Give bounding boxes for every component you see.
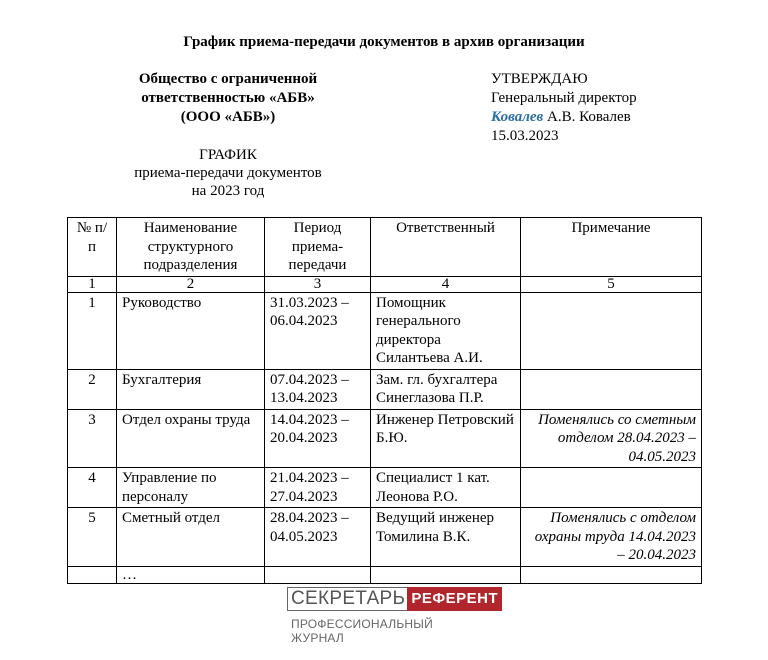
- table-row: [68, 566, 702, 583]
- row-responsible: Зам. гл. бухгалтера Синеглазова П.Р.: [371, 369, 521, 409]
- column-number: 5: [521, 276, 702, 292]
- document-title: График приема-передачи документов в архив организации: [183, 34, 585, 50]
- row-responsible: Помощник генерального директора Силантьева А.И.: [371, 292, 521, 369]
- table-row: [68, 369, 702, 409]
- row-responsible: Ведущий инженер Томилина В.К.: [371, 508, 521, 567]
- row-note: [521, 292, 702, 369]
- row-note: [521, 369, 702, 409]
- row-department: Руководство: [117, 292, 265, 369]
- table-header-row: [68, 218, 702, 277]
- organization-line: (ООО «АБВ»): [180, 109, 276, 125]
- organization-line: Общество с ограниченной: [138, 71, 318, 87]
- row-department: Управление по персоналу: [117, 468, 265, 508]
- approval-block: [491, 70, 731, 146]
- logo-subtitle: ПРОФЕССИОНАЛЬНЫЙ ЖУРНАЛ: [291, 617, 433, 645]
- table-row: [68, 292, 702, 369]
- column-number: 2: [117, 276, 265, 292]
- header-note: Примечание: [521, 218, 702, 277]
- row-period: 14.04.2023 – 20.04.2023: [265, 409, 371, 468]
- approval-date: 15.03.2023: [491, 128, 559, 144]
- row-number: [68, 566, 117, 583]
- row-department: Сметный отдел: [117, 508, 265, 567]
- column-number-row: [68, 276, 702, 292]
- row-note: Поменялись со сметным отделом 28.04.2023 – 04.05.2023: [521, 409, 702, 468]
- column-number: 1: [68, 276, 117, 292]
- schedule-table: [67, 217, 702, 584]
- schedule-heading: [108, 146, 348, 200]
- approval-signer: [491, 108, 731, 127]
- row-number: 4: [68, 468, 117, 508]
- column-number: 4: [371, 276, 521, 292]
- organization-line: ответственностью «АБВ»: [141, 90, 315, 106]
- header-department: Наименование структурного подразделения: [117, 218, 265, 277]
- logo-wordmark: [287, 587, 499, 611]
- publisher-logo: [287, 587, 499, 645]
- approval-heading: УТВЕРЖДАЮ: [491, 71, 588, 87]
- row-department: Отдел охраны труда: [117, 409, 265, 468]
- row-note: Поменялись с отделом охраны труда 14.04.2023 – 20.04.2023: [521, 508, 702, 567]
- row-number: 3: [68, 409, 117, 468]
- row-department: …: [117, 566, 265, 583]
- row-responsible: Инженер Петровский Б.Ю.: [371, 409, 521, 468]
- row-note: [521, 566, 702, 583]
- logo-part-secretary: СЕКРЕТАРЬ: [287, 587, 407, 611]
- row-number: 1: [68, 292, 117, 369]
- row-responsible: [371, 566, 521, 583]
- signer-name: А.В. Ковалев: [547, 109, 631, 125]
- table-row: [68, 409, 702, 468]
- header-responsible: Ответственный: [371, 218, 521, 277]
- table-row: [68, 508, 702, 567]
- schedule-year: на 2023 год: [191, 183, 265, 199]
- row-number: 2: [68, 369, 117, 409]
- row-period: 31.03.2023 – 06.04.2023: [265, 292, 371, 369]
- signature: Ковалев: [491, 109, 544, 125]
- row-note: [521, 468, 702, 508]
- row-period: 21.04.2023 – 27.04.2023: [265, 468, 371, 508]
- schedule-subtitle: приема-передачи документов: [134, 165, 322, 181]
- row-period: 07.04.2023 – 13.04.2023: [265, 369, 371, 409]
- logo-part-referent: РЕФЕРЕНТ: [407, 587, 502, 611]
- row-number: 5: [68, 508, 117, 567]
- organization-block: [108, 70, 348, 127]
- column-number: 3: [265, 276, 371, 292]
- row-department: Бухгалтерия: [117, 369, 265, 409]
- approval-position: Генеральный директор: [491, 90, 637, 106]
- row-period: [265, 566, 371, 583]
- table-row: [68, 468, 702, 508]
- row-responsible: Специалист 1 кат. Леонова Р.О.: [371, 468, 521, 508]
- row-period: 28.04.2023 – 04.05.2023: [265, 508, 371, 567]
- header-number: № п/п: [68, 218, 117, 277]
- header-period: Период приема-передачи: [265, 218, 371, 277]
- schedule-title: ГРАФИК: [199, 147, 257, 163]
